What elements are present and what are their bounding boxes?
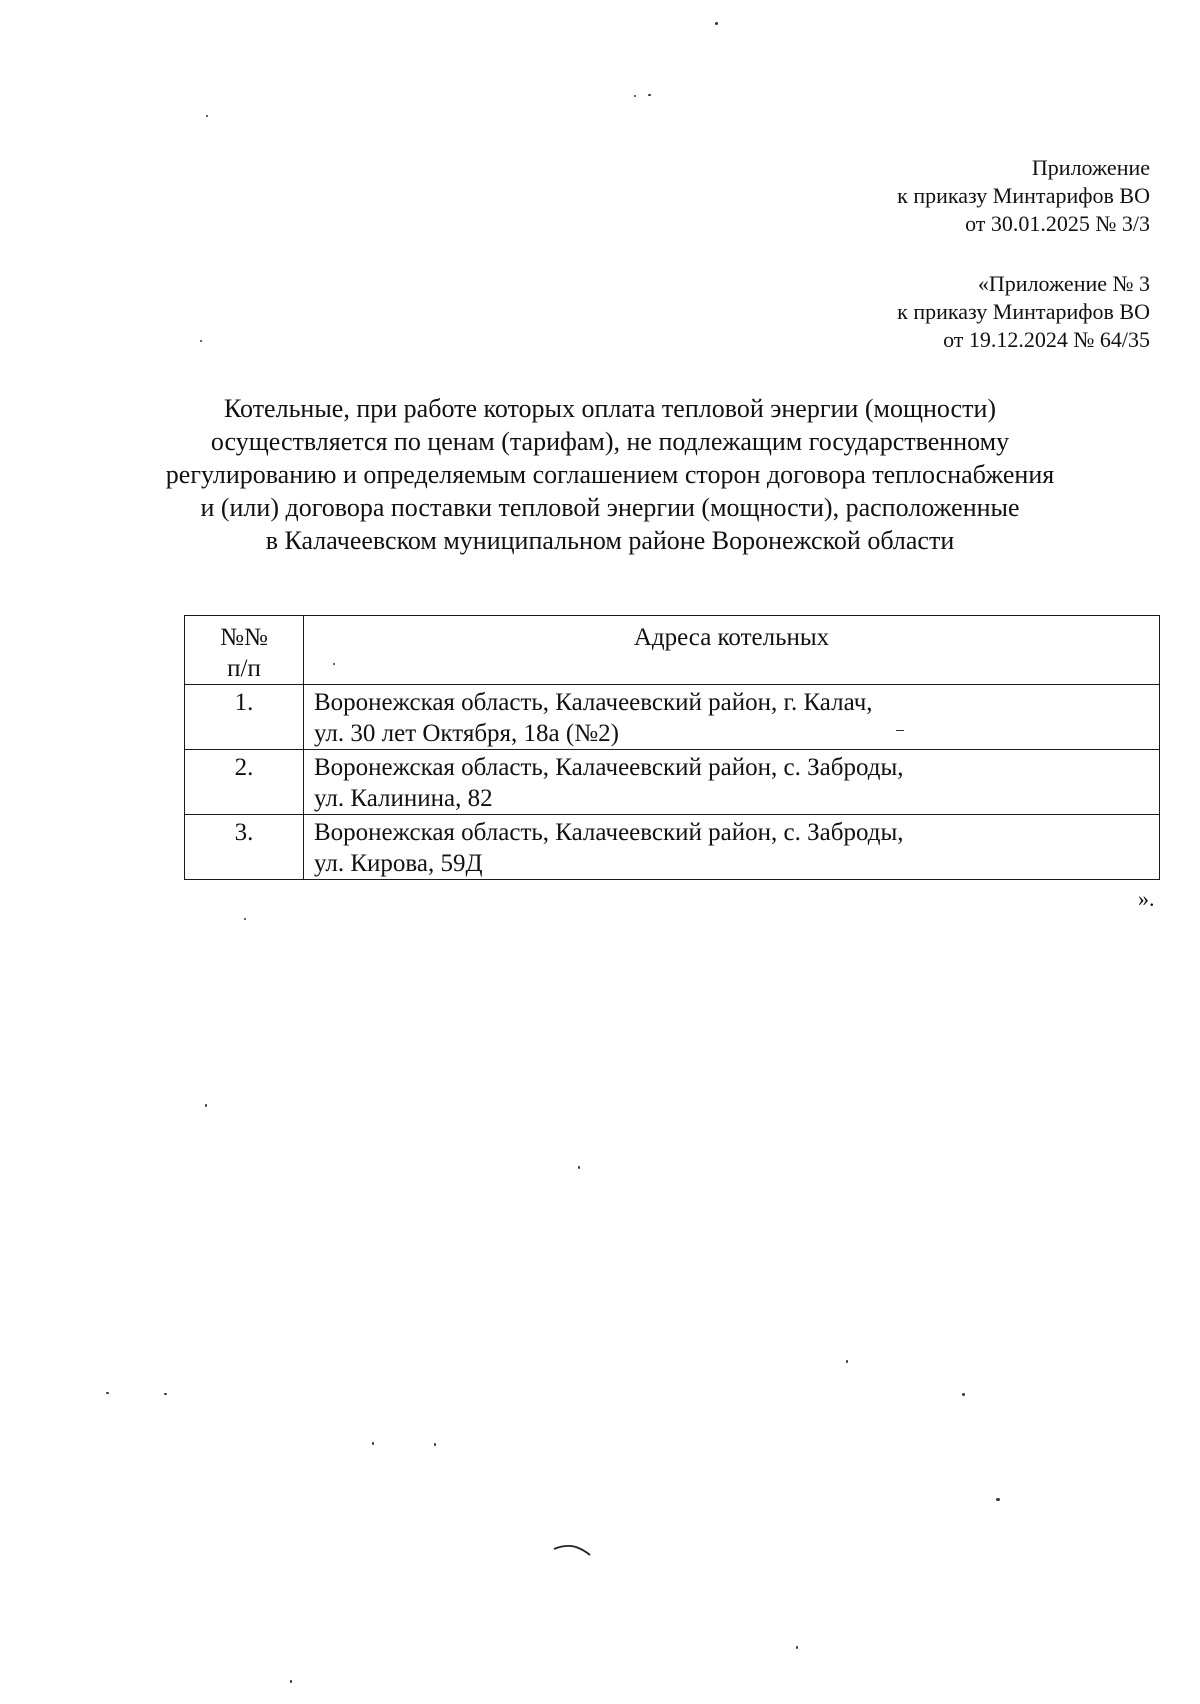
- column-header-number: [185, 616, 304, 685]
- address-line: ул. Калинина, 82: [314, 785, 493, 812]
- address-line: Воронежская область, Калачеевский район, с. Заброды,: [314, 754, 904, 781]
- address-line: Воронежская область, Калачеевский район, с. Заброды,: [314, 819, 904, 846]
- closing-quote: ».: [1138, 886, 1155, 911]
- scan-speck: [996, 1498, 1000, 1501]
- boiler-address: [304, 685, 1160, 750]
- scan-speck: [244, 918, 246, 920]
- scan-speck: [715, 22, 718, 25]
- title-line: и (или) договора поставки тепловой энергии (мощности), расположенные: [200, 493, 1020, 522]
- scan-speck: [200, 340, 202, 342]
- title-line: в Калачеевском муниципальном районе Воронежской области: [265, 526, 955, 555]
- scan-speck: [648, 94, 651, 96]
- document-title: [150, 392, 1070, 557]
- scan-speck: [434, 1443, 436, 1446]
- scan-speck: [796, 1646, 798, 1649]
- boiler-address: [304, 750, 1160, 815]
- scan-speck: [372, 1442, 374, 1445]
- appendix-reference-amended: [897, 270, 1150, 354]
- boiler-address-table: [184, 615, 1160, 880]
- address-line: ул. 30 лет Октября, 18а (№2): [314, 720, 619, 747]
- scan-speck: [205, 1104, 207, 1107]
- scan-speck: [290, 1680, 292, 1683]
- column-header-number-line2: п/п: [227, 655, 261, 682]
- title-line: осуществляется по ценам (тарифам), не подлежащим государственному: [210, 427, 1010, 456]
- scan-speck: [578, 1166, 580, 1169]
- scan-speck: [962, 1393, 965, 1396]
- appendix-label: Приложение: [1031, 155, 1150, 180]
- scan-speck: [333, 663, 335, 665]
- scan-speck: [634, 95, 636, 97]
- row-number: 2.: [185, 750, 304, 815]
- order-date-number: от 19.12.2024 № 64/35: [943, 327, 1150, 352]
- appendix-reference-current: [897, 154, 1150, 238]
- column-header-number-line1: №№: [220, 624, 268, 651]
- table-header-row: [185, 616, 1160, 685]
- scan-speck: [896, 730, 904, 731]
- scan-speck: [206, 115, 208, 117]
- appendix-label: «Приложение № 3: [977, 271, 1150, 296]
- scan-speck: [164, 1393, 167, 1395]
- boiler-address: [304, 815, 1160, 880]
- scan-speck: [106, 1392, 109, 1394]
- order-date-number: от 30.01.2025 № 3/3: [965, 211, 1150, 236]
- order-reference: к приказу Минтарифов ВО: [897, 299, 1150, 324]
- title-line: Котельные, при работе которых оплата тепловой энергии (мощности): [223, 394, 997, 423]
- row-number: 3.: [185, 815, 304, 880]
- table-row: [185, 685, 1160, 750]
- table-row: [185, 815, 1160, 880]
- address-line: ул. Кирова, 59Д: [314, 850, 483, 877]
- row-number: 1.: [185, 685, 304, 750]
- address-line: Воронежская область, Калачеевский район, г. Калач,: [314, 689, 873, 716]
- order-reference: к приказу Минтарифов ВО: [897, 183, 1150, 208]
- scan-stroke-mark: [552, 1543, 592, 1557]
- title-line: регулированию и определяемым соглашением сторон договора теплоснабжения: [165, 460, 1055, 489]
- table-row: [185, 750, 1160, 815]
- scan-speck: [846, 1360, 848, 1363]
- column-header-address: Адреса котельных: [304, 616, 1160, 685]
